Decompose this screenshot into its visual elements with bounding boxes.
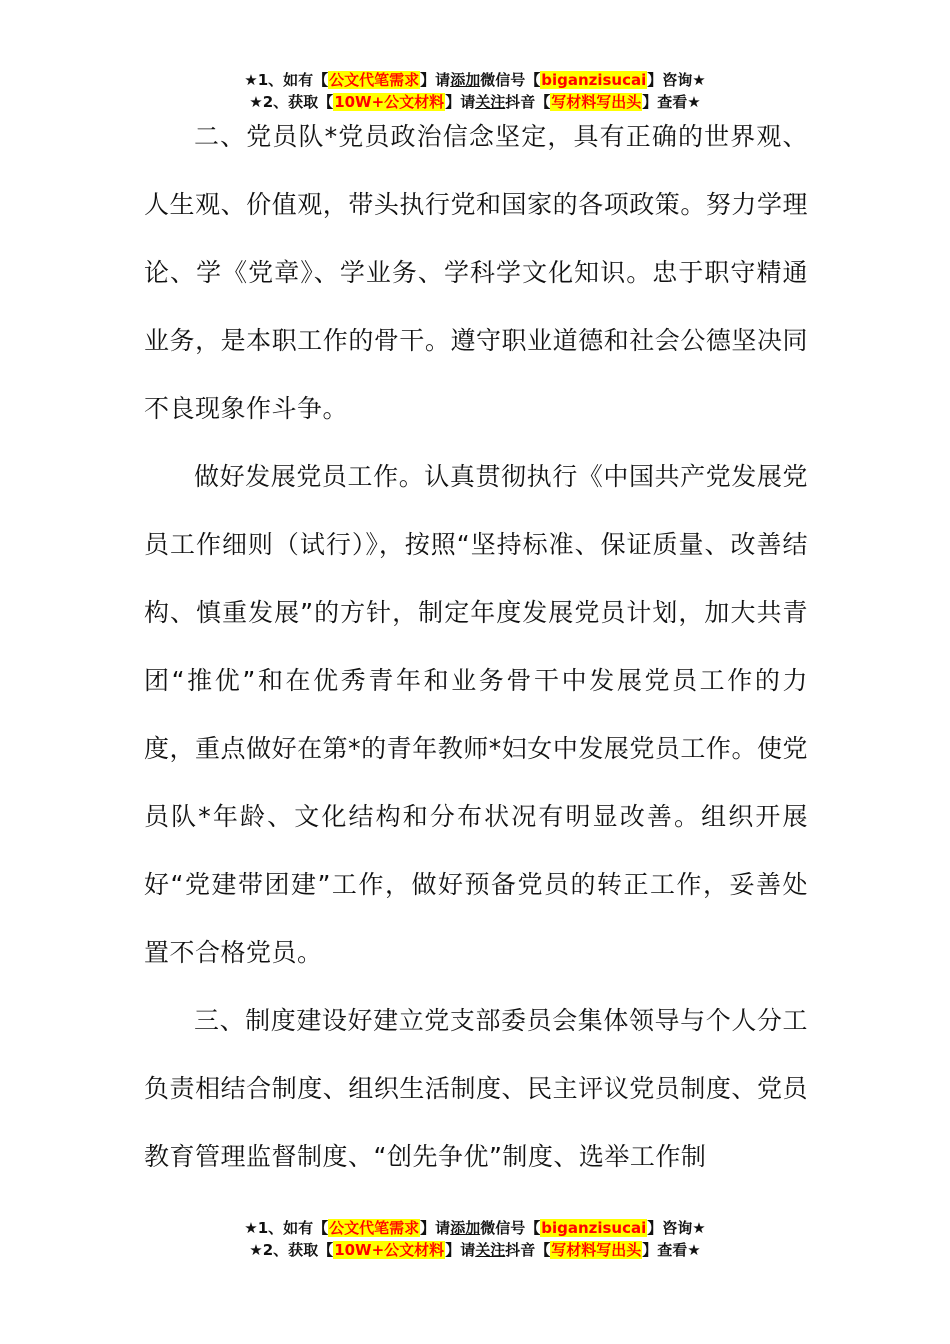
highlight-service: 公文代笔需求 — [329, 71, 420, 89]
highlight-materials: 10W+公文材料 — [334, 1241, 445, 1259]
banner-line-2: ★2、获取【10W+公文材料】请关注抖音【写材料写出头】查看★ — [249, 93, 701, 111]
paragraph-party-members: 二、党员队*党员政治信念坚定，具有正确的世界观、人生观、价值观，带头执行党和国家的各项政策。努力学理论、学《党章》、学业务、学科学文化知识。忠于职守精通业务，是本职工作的骨干。遵守职业道德和社会公德坚决同不良现象作斗争。 — [144, 122, 808, 423]
banner-line-1: ★1、如有【公文代笔需求】请添加微信号【biganzisucai】咨询★ — [244, 1219, 706, 1237]
highlight-materials: 10W+公文材料 — [334, 93, 445, 111]
highlight-wechat-id: biganzisucai — [541, 1219, 647, 1237]
highlight-service: 公文代笔需求 — [329, 1219, 420, 1237]
footer-banner — [0, 1217, 950, 1261]
highlight-douyin: 写材料写出头 — [551, 1241, 642, 1259]
highlight-douyin: 写材料写出头 — [551, 93, 642, 111]
paragraph-member-development: 做好发展党员工作。认真贯彻执行《中国共产党发展党员工作细则（试行）》，按照“坚持标准、保证质量、改善结构、慎重发展”的方针，制定年度发展党员计划，加大共青团“推优”和在优秀青年和业务骨干中发展党员工作的力度，重点做好在第*的青年教师*妇女中发展党员工作。使党员队*年龄、文化结构和分布状况有明显改善。组织开展好“党建带团建”工作，做好预备党员的转正工作，妥善处置不合格党员。 — [144, 462, 808, 967]
paragraph-system-building: 三、制度建设好建立党支部委员会集体领导与个人分工负责相结合制度、组织生活制度、民主评议党员制度、党员教育管理监督制度、“创先争优”制度、选举工作制 — [144, 1006, 808, 1171]
document-body — [144, 103, 808, 1191]
banner-line-1: ★1、如有【公文代笔需求】请添加微信号【biganzisucai】咨询★ — [244, 71, 706, 89]
banner-line-2: ★2、获取【10W+公文材料】请关注抖音【写材料写出头】查看★ — [249, 1241, 701, 1259]
highlight-wechat-id: biganzisucai — [541, 71, 647, 89]
